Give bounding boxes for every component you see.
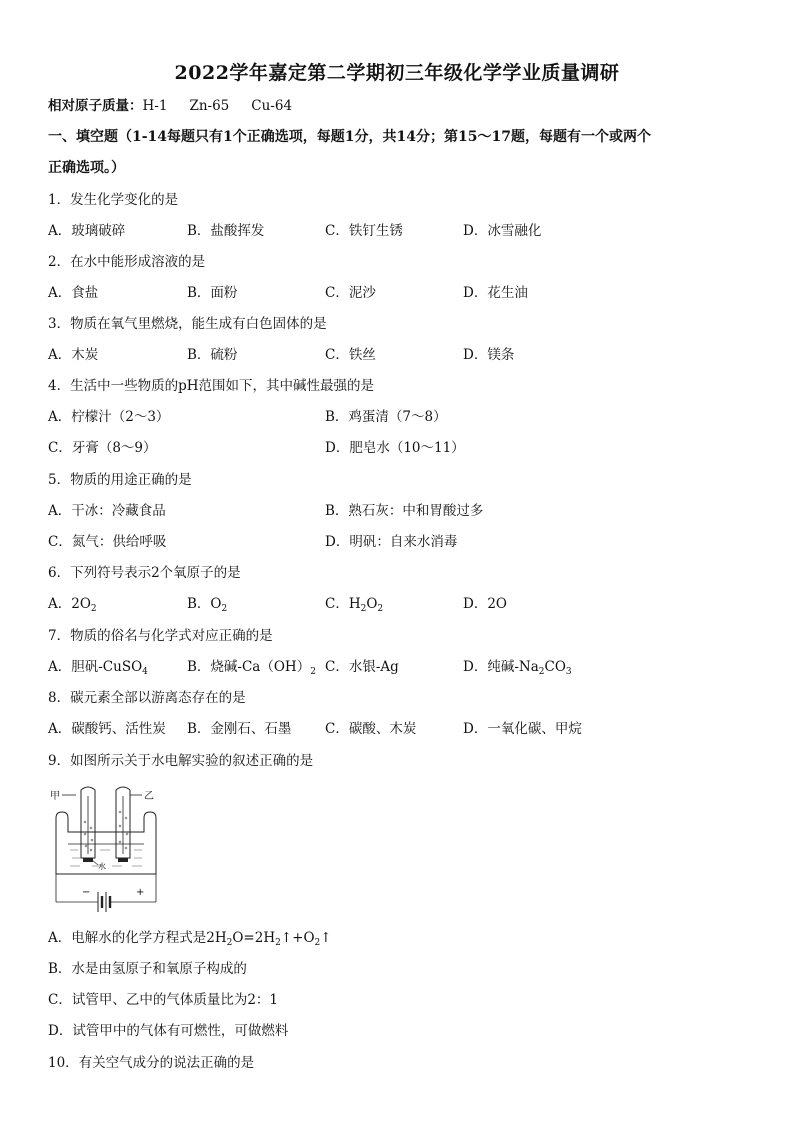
atomic-mass-label: 相对原子质量： — [48, 98, 143, 114]
question-3-stem: 3．物质在氧气里燃烧，能生成有白色固体的是 — [48, 316, 327, 332]
question-9-option-c: C．试管甲、乙中的气体质量比为2：1 — [48, 992, 279, 1008]
question-3-option-a: A．木炭 — [48, 347, 99, 363]
question-5-option-d: D．明矾：自来水消毒 — [325, 534, 458, 550]
question-9-option-b: B．水是由氢原子和氧原子构成的 — [48, 961, 247, 977]
question-10-stem: 10．有关空气成分的说法正确的是 — [48, 1055, 255, 1071]
question-9-stem: 9．如图所示关于水电解实验的叙述正确的是 — [48, 753, 314, 769]
question-4-option-d: D．肥皂水（10～11） — [325, 440, 465, 456]
battery-minus: − — [82, 887, 91, 898]
label-jia: 甲 — [50, 791, 60, 802]
atomic-mass-h: H-1 — [142, 98, 168, 114]
question-4-option-a: A．柠檬汁（2～3） — [48, 409, 170, 425]
question-2-option-a: A．食盐 — [48, 285, 99, 301]
question-6-option-b: B．$O_2$ — [187, 596, 228, 614]
question-7-option-a: A．胆矾-CuSO$_4$ — [48, 659, 148, 677]
battery-plus: + — [136, 887, 145, 898]
question-7-stem: 7．物质的俗名与化学式对应正确的是 — [48, 628, 273, 644]
question-6-option-c: C．$H_2O_2$ — [325, 596, 384, 614]
label-yi: 乙 — [144, 791, 154, 802]
question-5-option-a: A．干冰：冷藏食品 — [48, 503, 166, 519]
question-8-option-c: C．碳酸、木炭 — [325, 721, 417, 737]
question-2-option-b: B．面粉 — [187, 285, 238, 301]
question-3-option-c: C．铁丝 — [325, 347, 376, 363]
label-water: 水 — [98, 862, 106, 871]
question-7-option-c: C．水银-Ag — [325, 659, 399, 675]
question-9-option-a: A．电解水的化学方程式是$2H_2O=2H_2↑+O_2↑$ — [48, 930, 332, 948]
question-8-option-d: D．一氧化碳、甲烷 — [463, 721, 582, 737]
atomic-mass-cu: Cu-64 — [251, 98, 293, 114]
question-6-option-d: D．2O — [463, 596, 507, 612]
question-9-option-d: D．试管甲中的气体有可燃性，可做燃料 — [48, 1023, 289, 1039]
question-4-option-b: B．鸡蛋清（7～8） — [325, 409, 447, 425]
page-title: 2022学年嘉定第二学期初三年级化学学业质量调研 — [174, 62, 620, 84]
question-8-option-b: B．金刚石、石墨 — [187, 721, 292, 737]
question-2-stem: 2．在水中能形成溶液的是 — [48, 254, 206, 270]
section-heading-line2: 正确选项。） — [48, 160, 125, 176]
question-5-option-c: C．氮气：供给呼吸 — [48, 534, 167, 550]
electrolysis-diagram — [48, 782, 178, 920]
question-1-option-c: C．铁钉生锈 — [325, 223, 403, 239]
question-1-option-b: B．盐酸挥发 — [187, 223, 265, 239]
question-5-stem: 5．物质的用途正确的是 — [48, 472, 192, 488]
question-7-option-b: B．烧碱$-Ca(OH)_2$ — [187, 659, 316, 677]
question-4-option-c: C．牙膏（8～9） — [48, 440, 157, 456]
question-2-option-d: D．花生油 — [463, 285, 528, 301]
question-3-option-b: B．硫粉 — [187, 347, 238, 363]
question-8-option-a: A．碳酸钙、活性炭 — [48, 721, 166, 737]
question-1-option-a: A．玻璃破碎 — [48, 223, 126, 239]
question-7-option-d: D．纯碱$-Na_2CO_3$ — [463, 659, 572, 677]
atomic-mass-line — [48, 97, 314, 115]
question-6-stem: 6．下列符号表示2个氧原子的是 — [48, 565, 241, 581]
question-8-stem: 8．碳元素全部以游离态存在的是 — [48, 690, 246, 706]
question-1-option-d: D．冰雪融化 — [463, 223, 542, 239]
section-heading-line1: 一、填空题（1-14每题只有1个正确选项，每题1分，共14分；第15～17题，每题有一个或两个 — [48, 129, 651, 145]
question-3-option-d: D．镁条 — [463, 347, 515, 363]
question-1-stem: 1．发生化学变化的是 — [48, 192, 179, 208]
question-2-option-c: C．泥沙 — [325, 285, 376, 301]
question-4-stem: 4．生活中一些物质的pH范围如下，其中碱性最强的是 — [48, 378, 375, 394]
question-5-option-b: B．熟石灰：中和胃酸过多 — [325, 503, 484, 519]
atomic-mass-zn: Zn-65 — [189, 98, 230, 114]
question-6-option-a: A．$2O_2$ — [48, 596, 97, 614]
